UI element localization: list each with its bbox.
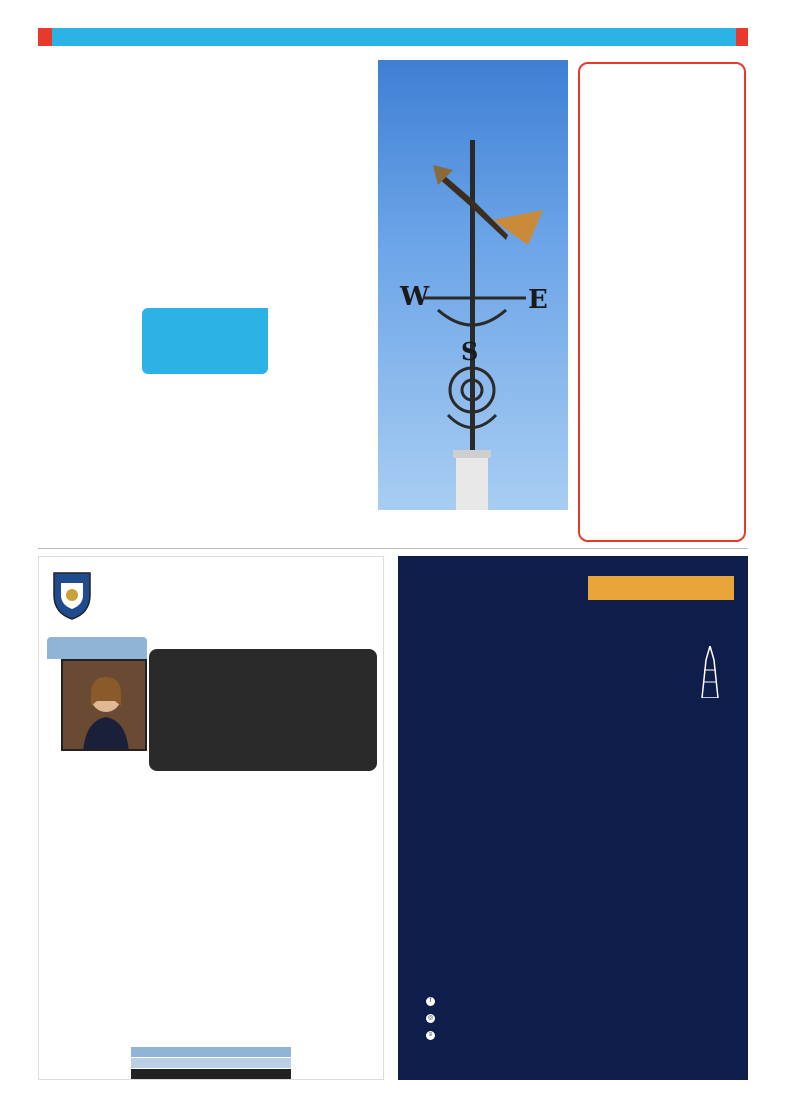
svg-text:W: W: [400, 282, 430, 312]
svg-text:S: S: [461, 337, 479, 366]
portrait-silhouette: [63, 661, 147, 751]
web-icon: ≡: [426, 1031, 435, 1040]
header-bar: [38, 28, 748, 46]
dux-photo: [61, 659, 147, 751]
website-link[interactable]: [426, 1031, 439, 1040]
instagram-icon: ◎: [427, 1015, 434, 1021]
weathervane-photo: [378, 60, 568, 510]
sidebar-box: [578, 62, 746, 542]
monument-tower-icon: [698, 646, 722, 698]
svg-text:E: E: [528, 285, 548, 315]
dux-quote: [149, 649, 377, 771]
monument-advert: [398, 556, 748, 1080]
facebook-handle[interactable]: [426, 997, 439, 1006]
hashtag: [131, 1069, 291, 1079]
hashtag: [131, 1047, 291, 1057]
article-column-1: [38, 206, 201, 210]
facebook-icon: f: [426, 997, 435, 1006]
dux-tab: [47, 637, 147, 659]
noordheuwel-advert: [38, 556, 384, 1080]
hashtag: [131, 1058, 291, 1068]
instagram-handle[interactable]: [426, 1014, 439, 1023]
school-crest-icon: [49, 565, 95, 621]
congratulations-line: [458, 616, 464, 632]
pull-quote: [142, 308, 268, 374]
weathervane-illustration: [378, 60, 568, 510]
page-number: [38, 28, 52, 46]
section-divider: [38, 548, 748, 549]
section-label: [736, 28, 748, 46]
school-name-bar: [588, 576, 734, 600]
